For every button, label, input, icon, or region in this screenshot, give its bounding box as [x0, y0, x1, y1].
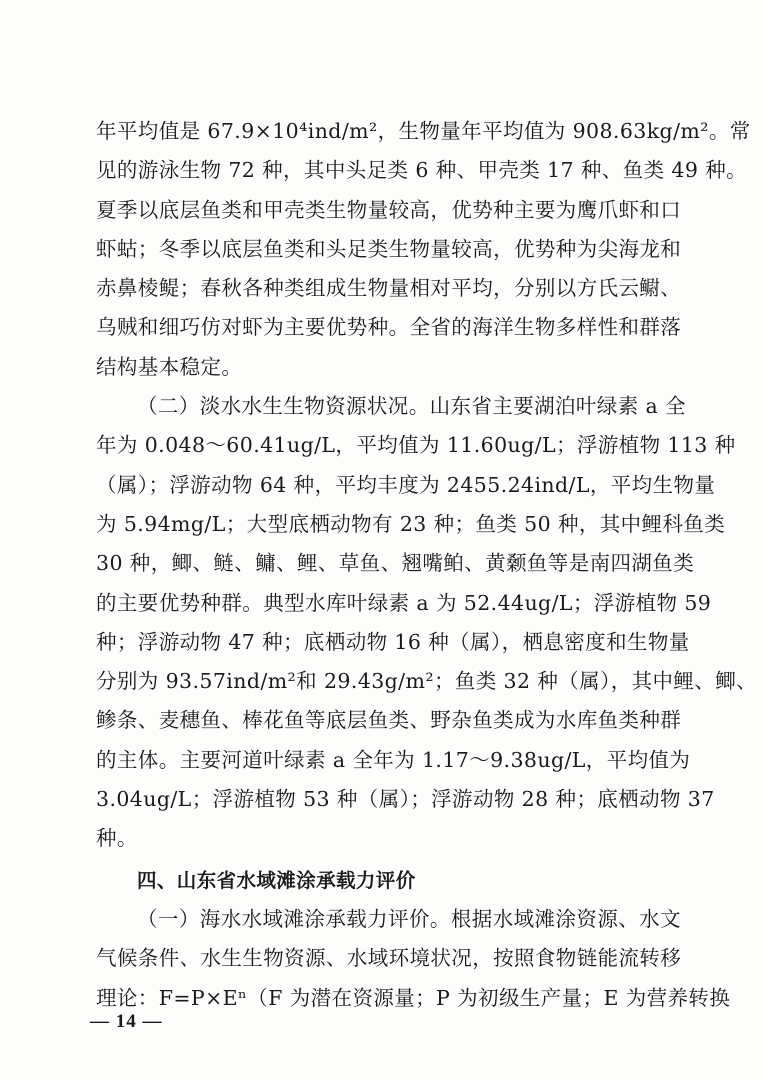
- text-line: 30 种，鲫、鲢、鳙、鲤、草鱼、翘嘴鲌、黄颡鱼等是南四湖鱼类: [96, 551, 695, 576]
- section-heading: 四、山东省水域滩涂承载力评价: [137, 868, 416, 892]
- page-number: — 14 —: [90, 1011, 163, 1032]
- text-line: 见的游泳生物 72 种，其中头足类 6 种、甲壳类 17 种、鱼类 49 种。: [96, 158, 748, 183]
- text-line: 分别为 93.57ind/m²和 29.43g/m²；鱼类 32 种（属），其中鲤、鲫、: [96, 669, 758, 694]
- text-line: （二）淡水水生生物资源状况。山东省主要湖泊叶绿素 a 全: [137, 394, 686, 419]
- text-line: 的主体。主要河道叶绿素 a 全年为 1.17～9.38ug/L，平均值为: [96, 747, 691, 772]
- text-line: 赤鼻棱鳀；春秋各种类组成生物量相对平均，分别以方氏云鳚、: [96, 276, 682, 301]
- text-line: 3.04ug/L；浮游植物 53 种（属）；浮游动物 28 种；底栖动物 37: [96, 787, 715, 812]
- text-line: 鲹条、麦穗鱼、棒花鱼等底层鱼类、野杂鱼类成为水库鱼类种群: [96, 708, 682, 733]
- text-line: 乌贼和细巧仿对虾为主要优势种。全省的海洋生物多样性和群落: [96, 315, 682, 340]
- text-line: 的主要优势种群。典型水库叶绿素 a 为 52.44ug/L；浮游植物 59: [96, 590, 712, 615]
- text-line: （一）海水水域滩涂承载力评价。根据水域滩涂资源、水文: [137, 906, 681, 931]
- text-line: （属）；浮游动物 64 种，平均丰度为 2455.24ind/L，平均生物量: [96, 472, 716, 497]
- text-line: 气候条件、水生生物资源、水域环境状况，按照食物链能流转移: [96, 946, 682, 971]
- text-line: 年平均值是 67.9×10⁴ind/m²，生物量年平均值为 908.63kg/m²。常: [96, 119, 751, 143]
- text-line: 虾蛄；冬季以底层鱼类和头足类生物量较高，优势种为尖海龙和: [96, 236, 682, 261]
- text-line: 夏季以底层鱼类和甲壳类生物量较高，优势种主要为鹰爪虾和口: [96, 197, 682, 222]
- text-line: 结构基本稳定。: [96, 354, 243, 379]
- text-line: 种。: [96, 826, 138, 851]
- document-body: [96, 112, 758, 1018]
- text-line: 年为 0.048～60.41ug/L，平均值为 11.60ug/L；浮游植物 113 种: [96, 433, 736, 458]
- text-line: 为 5.94mg/L；大型底栖动物有 23 种；鱼类 50 种，其中鲤科鱼类: [96, 511, 726, 536]
- text-line: 种；浮游动物 47 种；底栖动物 16 种（属），栖息密度和生物量: [96, 629, 690, 654]
- text-line: 理论：F=P×Eⁿ（F 为潜在资源量；P 为初级生产量；E 为营养转换: [96, 985, 731, 1010]
